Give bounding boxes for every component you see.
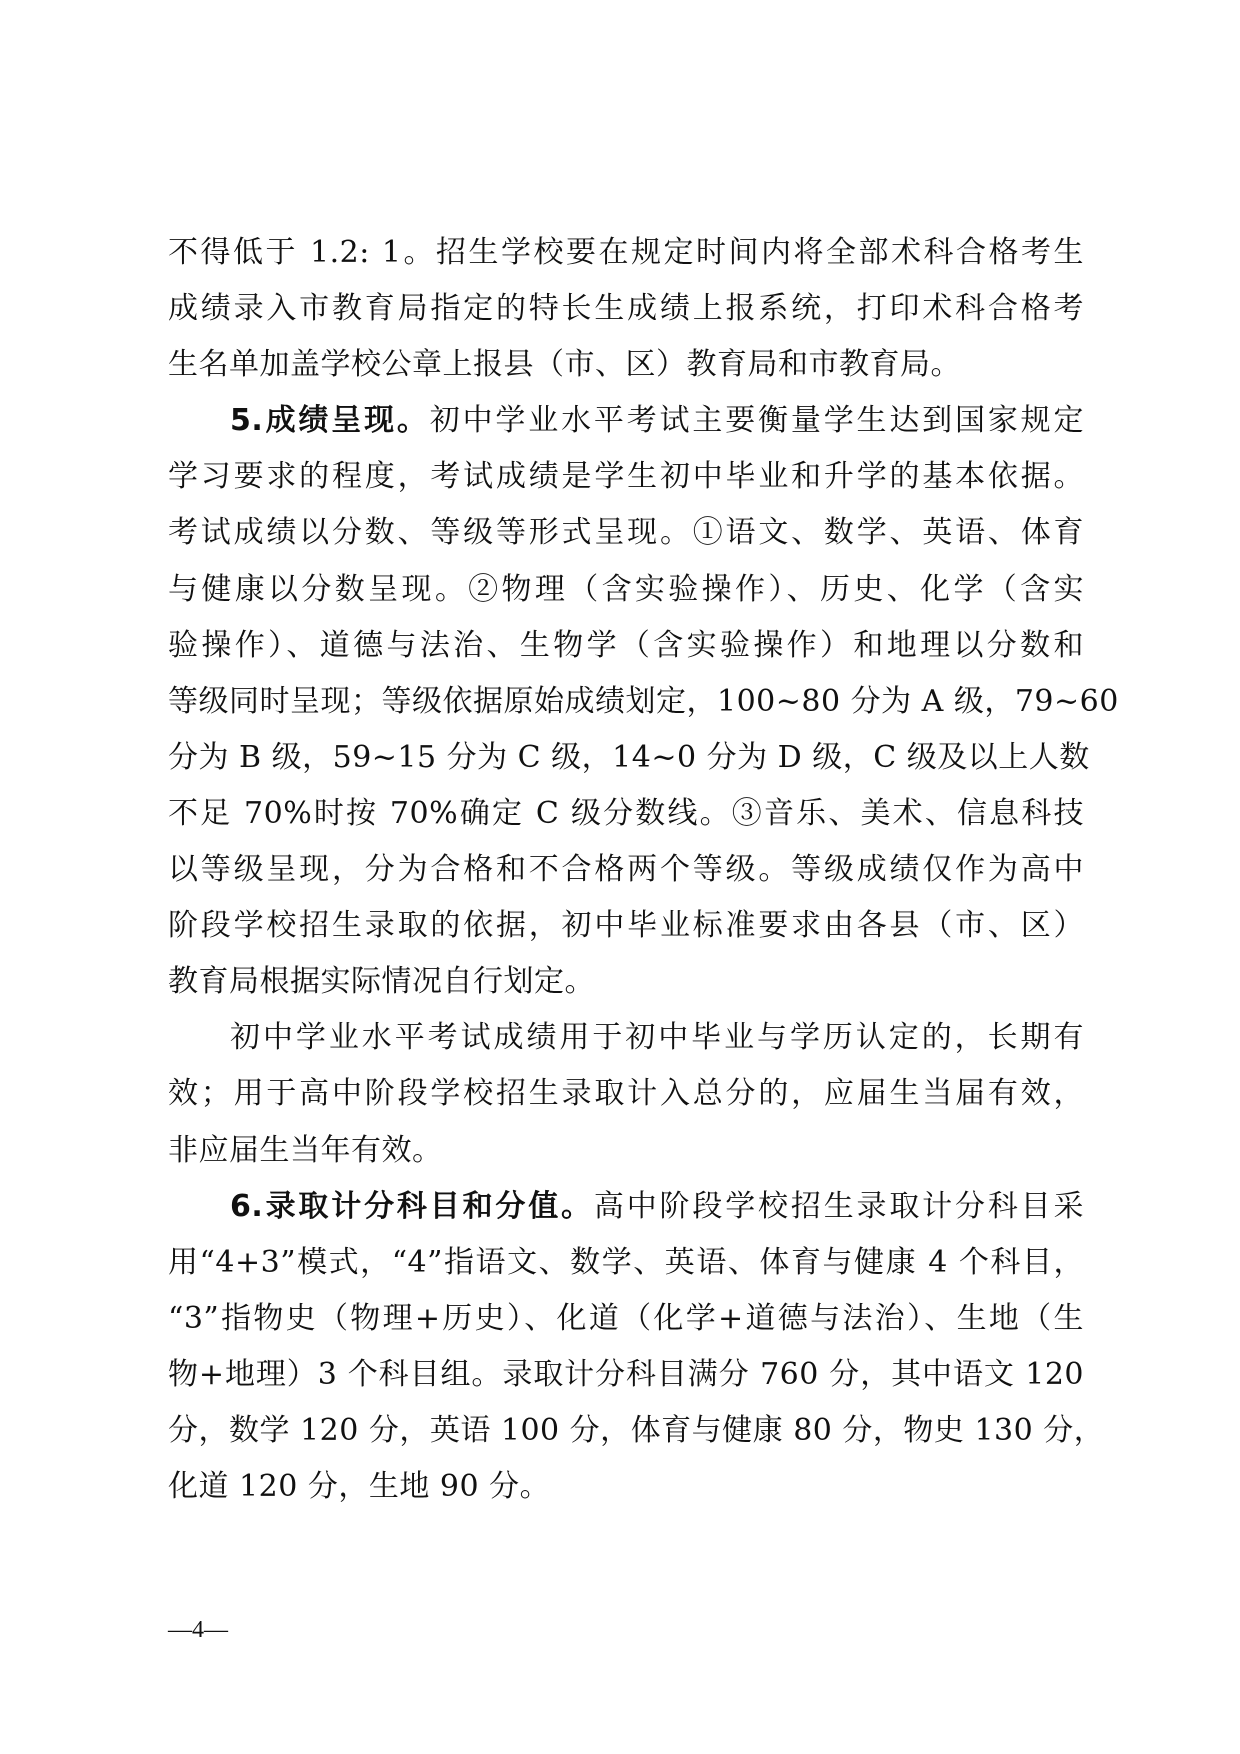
text-run: 高中阶段学校招生录取计分科目采 <box>593 1188 1084 1224</box>
text-line: 化道 120 分，生地 90 分。 <box>168 1469 551 1505</box>
text-line: 分为 B 级，59~15 分为 C 级，14~0 分为 D 级，C 级及以上人数 <box>168 739 1090 775</box>
text-line: 与健康以分数呈现。②物理（含实验操作）、历史、化学（含实 <box>168 571 1084 607</box>
text-line: 用“4+3”模式，“4”指语文、数学、英语、体育与健康 4 个科目， <box>168 1244 1084 1280</box>
page-number: —4— <box>168 1617 228 1643</box>
text-line: 学习要求的程度，考试成绩是学生初中毕业和升学的基本依据。 <box>168 459 1084 495</box>
section-heading: 6.录取计分科目和分值。 <box>230 1188 594 1224</box>
text-line: 初中学业水平考试成绩用于初中毕业与学历认定的，长期有 <box>230 1020 1084 1056</box>
text-line: 物+地理）3 个科目组。录取计分科目满分 760 分，其中语文 120 <box>168 1356 1084 1392</box>
section-6-first-line <box>168 1183 1084 1239</box>
text-line: 效；用于高中阶段学校招生录取计入总分的，应届生当届有效， <box>168 1076 1084 1112</box>
text-line: 教育局根据实际情况自行划定。 <box>168 964 595 1000</box>
text-line: 成绩录入市教育局指定的特长生成绩上报系统，打印术科合格考 <box>168 291 1084 327</box>
text-line: “3”指物史（物理+历史）、化道（化学+道德与法治）、生地（生 <box>168 1300 1084 1336</box>
text-line: 不足 70%时按 70%确定 C 级分数线。③音乐、美术、信息科技 <box>168 795 1084 831</box>
text-line: 不得低于 1.2: 1。招生学校要在规定时间内将全部术科合格考生 <box>168 235 1084 270</box>
text-line: 验操作）、道德与法治、生物学（含实验操作）和地理以分数和 <box>168 627 1084 663</box>
document-body <box>168 229 1119 1519</box>
section-5-first-line <box>168 397 1084 453</box>
section-heading: 5.成绩呈现。 <box>230 403 430 439</box>
text-line: 阶段学校招生录取的依据，初中毕业标准要求由各县（市、区） <box>168 908 1084 944</box>
text-run: 初中学业水平考试主要衡量学生达到国家规定 <box>429 403 1084 439</box>
text-line: 生名单加盖学校公章上报县（市、区）教育局和市教育局。 <box>168 347 961 383</box>
text-line: 以等级呈现，分为合格和不合格两个等级。等级成绩仅作为高中 <box>168 852 1084 888</box>
text-line: 非应届生当年有效。 <box>168 1132 443 1168</box>
text-line: 等级同时呈现；等级依据原始成绩划定，100~80 分为 A 级，79~60 <box>168 683 1119 719</box>
text-line: 考试成绩以分数、等级等形式呈现。①语文、数学、英语、体育 <box>168 515 1084 551</box>
text-line: 分，数学 120 分，英语 100 分，体育与健康 80 分，物史 130 分， <box>168 1412 1105 1448</box>
